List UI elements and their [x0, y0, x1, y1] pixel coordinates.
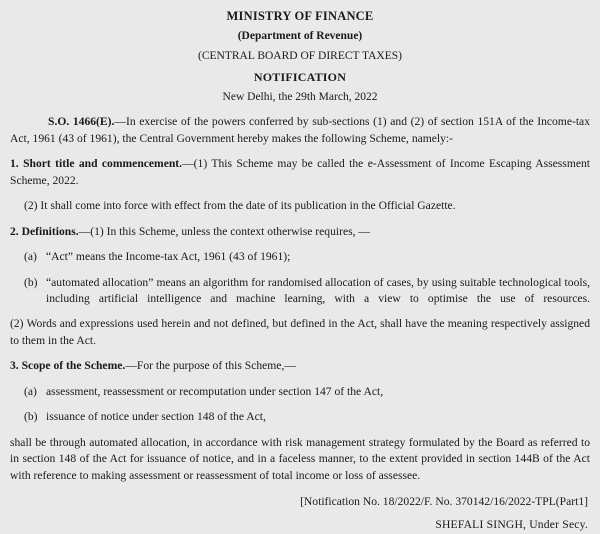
clause-text: assessment, reassessment or recomputation under section 147 of the Act, [46, 384, 384, 398]
footer-notification-reference: [Notification No. 18/2022/F. No. 370142/16/2022-TPL(Part1] [300, 495, 588, 509]
header-ministry: MINISTRY OF FINANCE [226, 9, 374, 23]
section-3-closing-paragraph: shall be through automated allocation, in accordance with risk management strategy formulated by the Board as referred to in section 148 of the Act for issuance of notice, and in a faceless manner, to the extent provided in section 144B of the Act with reference to making assessment or reassessment of total income or loss of assessee. [10, 435, 590, 482]
preamble-so-number: S.O. 1466(E). [48, 115, 115, 129]
section-3-title: 3. Scope of the Scheme. [10, 359, 126, 373]
section-2-dash: — [78, 224, 91, 238]
section-3-clause-a [10, 384, 590, 400]
preamble-paragraph [10, 114, 590, 147]
clause-marker: (a) [24, 250, 37, 264]
section-2-heading-paragraph [10, 224, 590, 240]
section-3-dash: — [125, 359, 137, 373]
header-board: (CENTRAL BOARD OF DIRECT TAXES) [198, 50, 402, 63]
clause-marker: (a) [24, 384, 37, 398]
clause-text: issuance of notice under section 148 of the Act, [46, 410, 266, 424]
section-1-subitem-2: (2) It shall come into force with effect from the date of its publication in the Official Gazette. [24, 199, 456, 213]
section-2-clause-a [10, 249, 590, 265]
preamble-dash: — [114, 115, 127, 129]
section-1-heading-paragraph [10, 156, 590, 189]
section-3-clause-b [10, 409, 590, 425]
clause-marker: (b) [24, 275, 38, 289]
preamble-text: In exercise of the powers conferred by sub-sections (1) and (2) of section 151A of the Income-tax Act, 1961 (43 of 1961), the Central Government hereby makes the following Scheme, namely:- [10, 115, 590, 145]
footer-signatory: SHEFALI SINGH, Under Secy. [435, 518, 588, 532]
header-doc-type: NOTIFICATION [253, 69, 347, 84]
clause-text: “automated allocation” means an algorithm for randomised allocation of cases, by using suitable technological tools, including artificial intelligence and machine learning, with a view to optimise the use of resources. [46, 275, 590, 305]
section-2-clause-b [10, 275, 590, 308]
clause-marker: (b) [24, 410, 38, 424]
header-department: (Department of Revenue) [237, 30, 363, 43]
document-header [10, 8, 590, 105]
section-2-title: 2. Definitions. [10, 224, 79, 238]
clause-text: “Act” means the Income-tax Act, 1961 (43 of 1961); [46, 250, 291, 264]
section-3-heading-paragraph [10, 358, 590, 374]
section-1-dash: — [182, 157, 194, 171]
header-place-date: New Delhi, the 29th March, 2022 [222, 90, 378, 103]
section-1-lead-text: (1) This Scheme may be called the e-Assessment of Income Escaping Assessment Scheme, 2022. [10, 157, 590, 187]
document-footer [10, 493, 590, 534]
section-3-lead-text: For the purpose of this Scheme,— [136, 359, 296, 373]
section-2-lead-text: (1) In this Scheme, unless the context otherwise requires, — [90, 224, 370, 238]
section-2-subitem-2: (2) Words and expressions used herein and not defined, but defined in the Act, shall have the meaning respectively assigned to them in the Act. [10, 317, 590, 347]
section-1-title: 1. Short title and commencement. [10, 157, 183, 171]
